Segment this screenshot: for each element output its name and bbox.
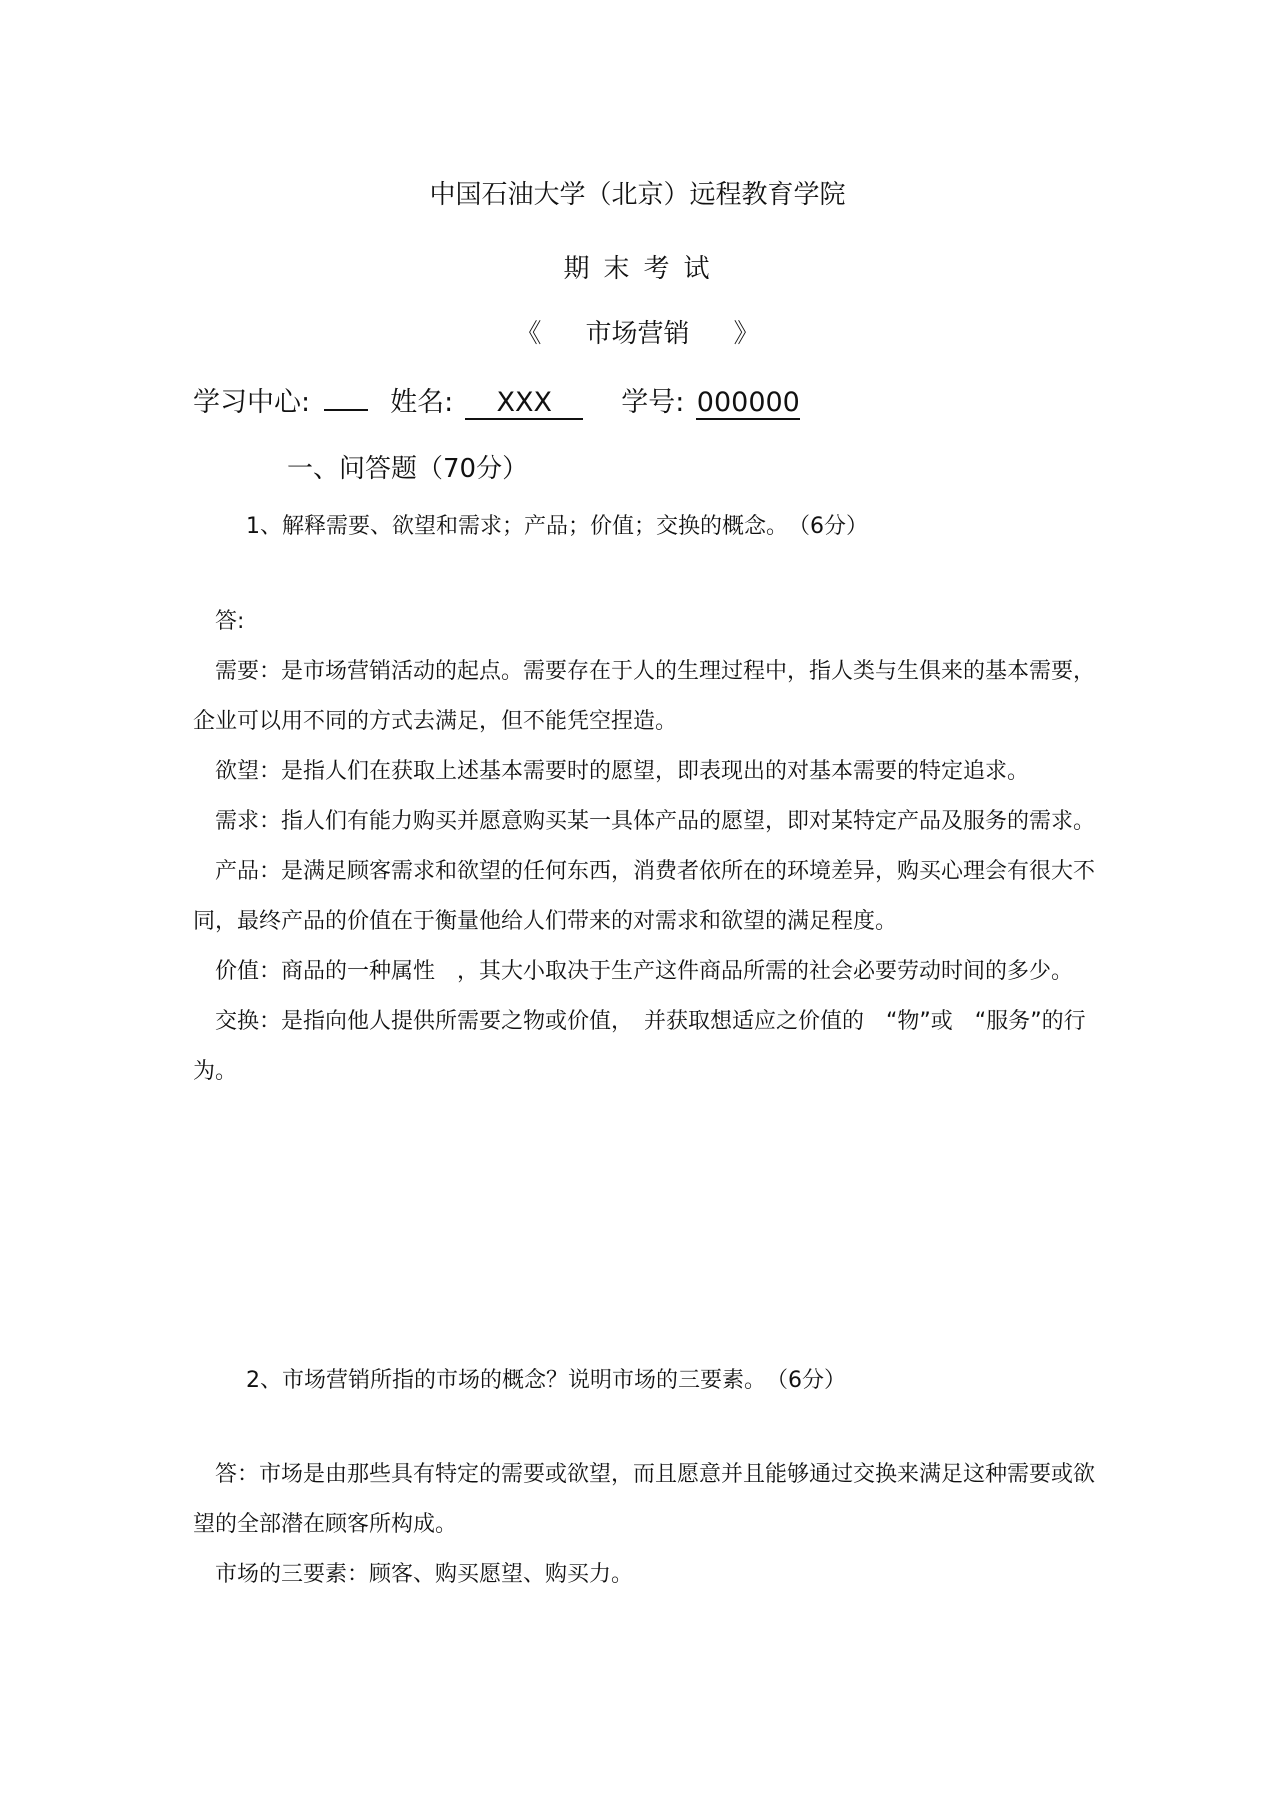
exam-title: 期末考试: [563, 254, 724, 284]
id-field[interactable]: 000000: [696, 387, 800, 418]
answer-paragraph: 需要：是市场营销活动的起点。需要存在于人的生理过程中，指人类与生俱来的基本需要，企业可以用不同的方式去满足，但不能凭空捏造。: [193, 659, 1096, 734]
center-label: 学习中心:: [193, 387, 311, 418]
answer-paragraph: 需求：指人们有能力购买并愿意购买某一具体产品的愿望，即对某特定产品及服务的需求。: [215, 809, 1096, 834]
name-label: 姓名:: [390, 387, 454, 418]
course-bracket-open: 《: [515, 319, 542, 349]
name-field[interactable]: XXX: [465, 388, 583, 420]
answer-paragraph: 答：市场是由那些具有特定的需要或欲望，而且愿意并且能够通过交换来满足这种需要或欲望的全部潜在顾客所构成。: [193, 1462, 1096, 1537]
id-label: 学号:: [621, 387, 685, 418]
answer-paragraph: 市场的三要素：顾客、购买愿望、购买力。: [215, 1562, 634, 1587]
answer-label: 答:: [215, 609, 245, 634]
answer-paragraph: 价值：商品的一种属性 ，其大小取决于生产这件商品所需的社会必要劳动时间的多少。: [215, 959, 1074, 984]
answer-paragraph: 欲望：是指人们在获取上述基本需要时的愿望，即表现出的对基本需要的特定追求。: [215, 759, 1030, 784]
question-1: 1、解释需要、欲望和需求；产品；价值；交换的概念。 （6分）: [246, 514, 868, 539]
answer-2: [193, 1450, 1103, 1600]
answer-1: [193, 597, 1103, 1097]
course-bracket-close: 》: [733, 319, 760, 349]
section-heading: 一、问答题（70分）: [287, 454, 529, 484]
answer-paragraph: 产品：是满足顾客需求和欲望的任何东西，消费者依所在的环境差异，购买心理会有很大不同，最终产品的价值在于衡量他给人们带来的对需求和欲望的满足程度。: [193, 859, 1096, 934]
question-2: 2、市场营销所指的市场的概念？说明市场的三要素。 （6分）: [246, 1368, 846, 1393]
school-title: 中国石油大学（北京）远程教育学院: [429, 180, 846, 210]
course-title: [0, 313, 1275, 350]
course-name: 市场营销: [585, 319, 690, 349]
student-info-line: [193, 380, 800, 420]
answer-paragraph: 交换：是指向他人提供所需要之物或价值， 并获取想适应之价值的 “物”或 “服务”的行为。: [193, 1009, 1086, 1084]
center-field[interactable]: [324, 409, 368, 411]
